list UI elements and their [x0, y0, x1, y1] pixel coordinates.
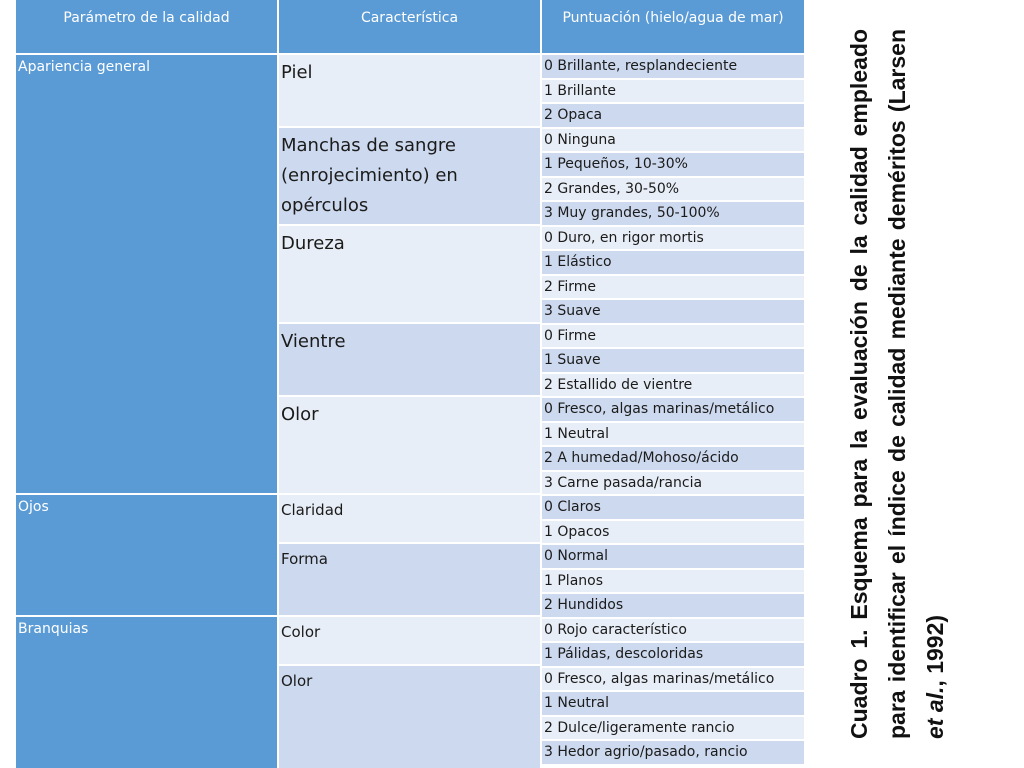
score-row: 1 Neutral	[542, 692, 804, 715]
score-row: 3 Carne pasada/rancia	[542, 472, 804, 495]
feature-clarity: Claridad	[279, 495, 540, 542]
score-row: 2 Estallido de vientre	[542, 374, 804, 397]
feature-hardness: Dureza	[279, 226, 540, 322]
feature-shape: Forma	[279, 544, 540, 615]
parameter-gills: Branquias	[16, 617, 277, 768]
score-row: 1 Pálidas, descoloridas	[542, 643, 804, 666]
parameter-general: Apariencia general	[16, 55, 277, 493]
feature-skin: Piel	[279, 55, 540, 126]
score-row: 0 Claros	[542, 496, 804, 519]
score-row: 1 Elástico	[542, 251, 804, 274]
score-row: 1 Pequeños, 10-30%	[542, 153, 804, 176]
caption-italic: et al.	[922, 686, 948, 739]
score-row: 3 Hedor agrio/pasado, rancio	[542, 741, 804, 764]
score-row: 0 Firme	[542, 325, 804, 348]
feature-blood-spots: Manchas de sangre (enrojecimiento) en opérculos	[279, 128, 540, 224]
header-score: Puntuación (hielo/agua de mar)	[542, 0, 804, 53]
score-row: 0 Ninguna	[542, 129, 804, 152]
score-row: 0 Fresco, algas marinas/metálico	[542, 398, 804, 421]
header-parameter: Parámetro de la calidad	[16, 0, 277, 53]
score-row: 2 Hundidos	[542, 594, 804, 617]
score-row: 3 Suave	[542, 300, 804, 323]
table-caption	[840, 29, 954, 739]
parameter-eyes: Ojos	[16, 495, 277, 615]
feature-color: Color	[279, 617, 540, 664]
header-feature: Característica	[279, 0, 540, 53]
score-row: 0 Normal	[542, 545, 804, 568]
quality-table	[16, 0, 804, 768]
score-row: 0 Duro, en rigor mortis	[542, 227, 804, 250]
score-row: 1 Planos	[542, 570, 804, 593]
caption-text: Cuadro 1. Esquema para la evaluación de la calidad empleado para identificar el índice de calidad mediante deméritos (Larsen	[846, 29, 910, 739]
feature-belly: Vientre	[279, 324, 540, 395]
score-row: 2 Opaca	[542, 104, 804, 127]
score-row: 3 Muy grandes, 50-100%	[542, 202, 804, 225]
score-row: 1 Neutral	[542, 423, 804, 446]
score-row: 0 Fresco, algas marinas/metálico	[542, 668, 804, 691]
caption-year: , 1992)	[922, 614, 948, 687]
score-row: 1 Brillante	[542, 80, 804, 103]
score-row: 2 Dulce/ligeramente rancio	[542, 717, 804, 740]
feature-odor: Olor	[279, 397, 540, 493]
score-row: 0 Rojo característico	[542, 619, 804, 642]
score-row: 2 A humedad/Mohoso/ácido	[542, 447, 804, 470]
score-row: 1 Opacos	[542, 521, 804, 544]
score-row: 2 Firme	[542, 276, 804, 299]
score-row: 1 Suave	[542, 349, 804, 372]
score-row: 0 Brillante, resplandeciente	[542, 55, 804, 78]
feature-gill-odor: Olor	[279, 666, 540, 768]
score-row: 2 Grandes, 30-50%	[542, 178, 804, 201]
